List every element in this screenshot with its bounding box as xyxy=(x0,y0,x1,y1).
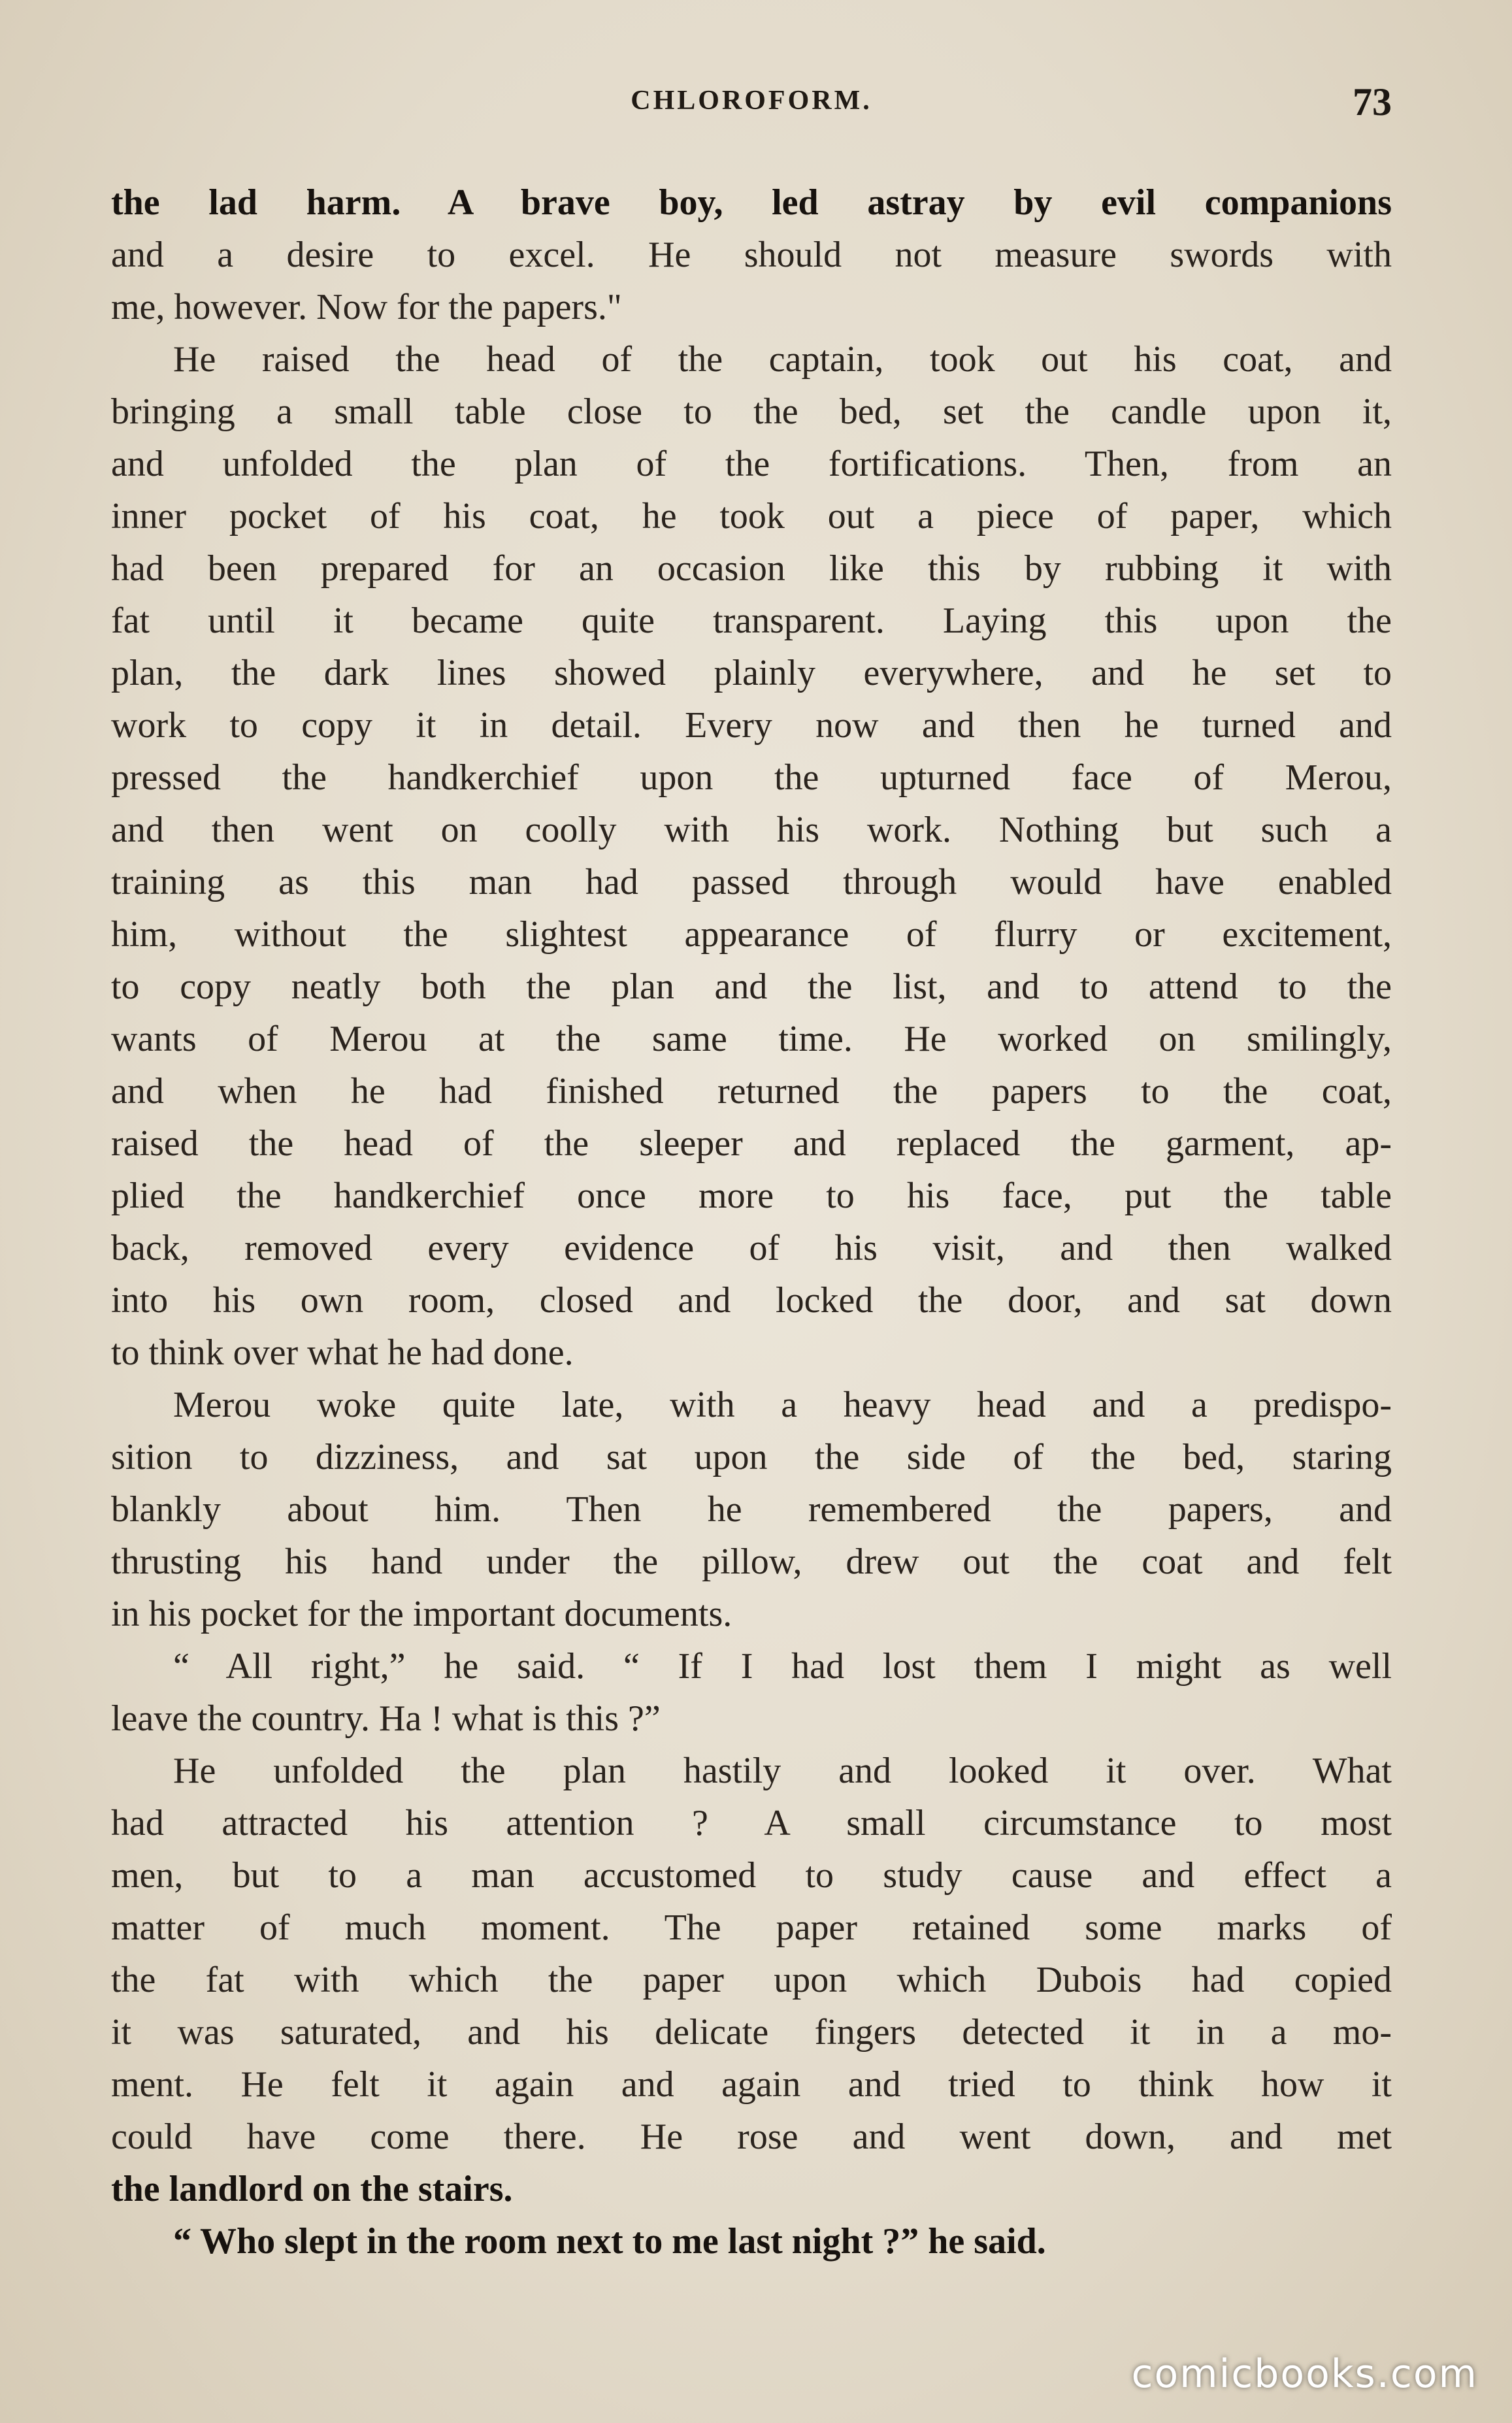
running-head: CHLOROFORM. xyxy=(631,86,872,116)
text-line: wants of Merou at the same time. He worked on smilingly, xyxy=(111,1019,1392,1059)
text-line: He raised the head of the captain, took out his coat, and xyxy=(173,339,1392,380)
text-line: raised the head of the sleeper and replaced the garment, ap- xyxy=(111,1123,1392,1164)
text-line: and when he had finished returned the papers to the coat, xyxy=(111,1071,1392,1112)
text-line: and then went on coolly with his work. Nothing but such a xyxy=(111,810,1392,850)
text-line: in his pocket for the important documents. xyxy=(111,1594,732,1634)
text-line: back, removed every evidence of his visit, and then walked xyxy=(111,1228,1392,1268)
text-line: the lad harm. A brave boy, led astray by evil companions xyxy=(111,182,1392,223)
text-line: Merou woke quite late, with a heavy head and a predispo- xyxy=(173,1385,1392,1425)
text-line: blankly about him. Then he remembered the papers, and xyxy=(111,1489,1392,1530)
text-line: had been prepared for an occasion like this by rubbing it with xyxy=(111,548,1392,589)
text-line: inner pocket of his coat, he took out a piece of paper, which xyxy=(111,496,1392,536)
text-line: the fat with which the paper upon which Dubois had copied xyxy=(111,1960,1392,2000)
text-line: sition to dizziness, and sat upon the side of the bed, staring xyxy=(111,1437,1392,1477)
text-line: leave the country. Ha ! what is this ?” xyxy=(111,1698,661,1739)
text-line: and unfolded the plan of the fortifications. Then, from an xyxy=(111,444,1392,484)
body-text xyxy=(111,176,1392,2267)
text-line: had attracted his attention ? A small circumstance to most xyxy=(111,1803,1392,1843)
text-line: me, however. Now for the papers." xyxy=(111,287,622,327)
text-line: matter of much moment. The paper retained some marks of xyxy=(111,1907,1392,1948)
text-line: it was saturated, and his delicate fingers detected it in a mo- xyxy=(111,2012,1392,2052)
text-line: bringing a small table close to the bed, set the candle upon it, xyxy=(111,391,1392,432)
text-line: fat until it became quite transparent. Laying this upon the xyxy=(111,601,1392,641)
text-line: could have come there. He rose and went down, and met xyxy=(111,2117,1392,2157)
text-line: men, but to a man accustomed to study cause and effect a xyxy=(111,1855,1392,1896)
text-line: “ Who slept in the room next to me last night ?” he said. xyxy=(173,2221,1046,2262)
text-line: the landlord on the stairs. xyxy=(111,2169,513,2209)
text-line: He unfolded the plan hastily and looked it over. What xyxy=(173,1751,1392,1791)
text-line: him, without the slightest appearance of flurry or excitement, xyxy=(111,914,1392,955)
text-line: work to copy it in detail. Every now and then he turned and xyxy=(111,705,1392,746)
text-line: to think over what he had done. xyxy=(111,1332,574,1373)
text-line: training as this man had passed through would have enabled xyxy=(111,862,1392,902)
watermark: comicbooks.com xyxy=(1131,2351,1478,2397)
text-line: plan, the dark lines showed plainly everywhere, and he set to xyxy=(111,653,1392,693)
text-line: ment. He felt it again and again and tried to think how it xyxy=(111,2064,1392,2105)
text-line: thrusting his hand under the pillow, drew out the coat and felt xyxy=(111,1541,1392,1582)
page-header xyxy=(111,80,1392,137)
text-line: into his own room, closed and locked the door, and sat down xyxy=(111,1280,1392,1321)
text-line: “ All right,” he said. “ If I had lost them I might as well xyxy=(173,1646,1392,1687)
text-line: to copy neatly both the plan and the list, and to attend to the xyxy=(111,966,1392,1007)
text-line: plied the handkerchief once more to his face, put the table xyxy=(111,1176,1392,1216)
text-line: pressed the handkerchief upon the upturned face of Merou, xyxy=(111,757,1392,798)
page-number: 73 xyxy=(1353,80,1392,124)
text-line: and a desire to excel. He should not measure swords with xyxy=(111,235,1392,275)
